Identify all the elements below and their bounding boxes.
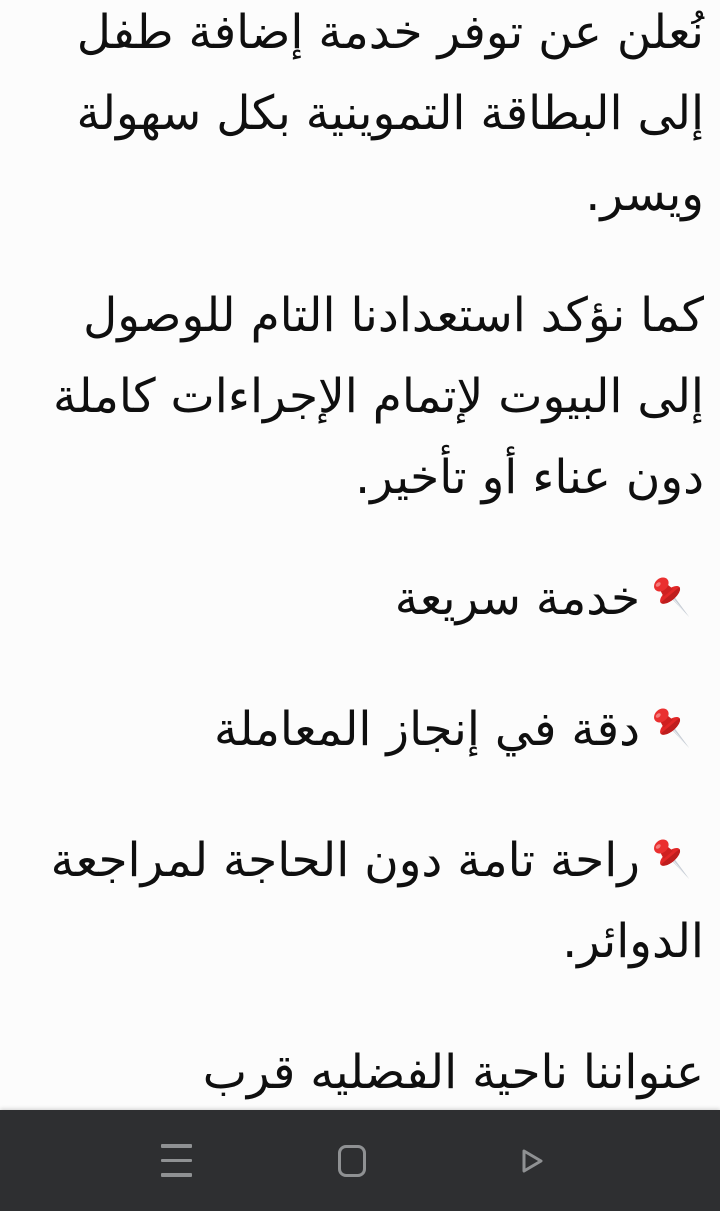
bullet-item [16,689,704,770]
paragraph-line: كما نؤكد استعدادنا التام للوصول [83,288,704,343]
home-square-icon [338,1145,366,1177]
paragraph-line: ويسر. [585,167,704,222]
paragraph [16,275,704,518]
hamburger-menu-icon [161,1144,192,1177]
pushpin-icon [646,832,704,890]
paragraph-line: إلى البطاقة التموينية بكل سهولة [76,86,704,141]
pushpin-icon [646,701,704,759]
recent-apps-menu-button[interactable] [131,1121,221,1201]
paragraph [16,0,704,235]
bullet-label: دقة في إنجاز المعاملة [213,702,640,757]
bullet-item [16,820,704,982]
paragraph-line: نُعلن عن توفر خدمة إضافة طفل [76,5,704,60]
bullet-label: خدمة سريعة [394,571,640,626]
bullet-label-continued: الدوائر. [562,914,704,969]
home-button[interactable] [307,1121,397,1201]
pushpin-icon [646,570,704,628]
android-navigation-bar [0,1110,720,1211]
back-triangle-icon [515,1145,545,1177]
address-line: عنواننا ناحية الفضليه قرب [202,1045,704,1100]
back-button[interactable] [485,1121,575,1201]
bullet-item [16,558,704,639]
paragraph-line: دون عناء أو تأخير. [355,450,704,505]
bullet-label: راحة تامة دون الحاجة لمراجعة [50,833,640,888]
paragraph-line: إلى البيوت لإتمام الإجراءات كاملة [52,369,704,424]
